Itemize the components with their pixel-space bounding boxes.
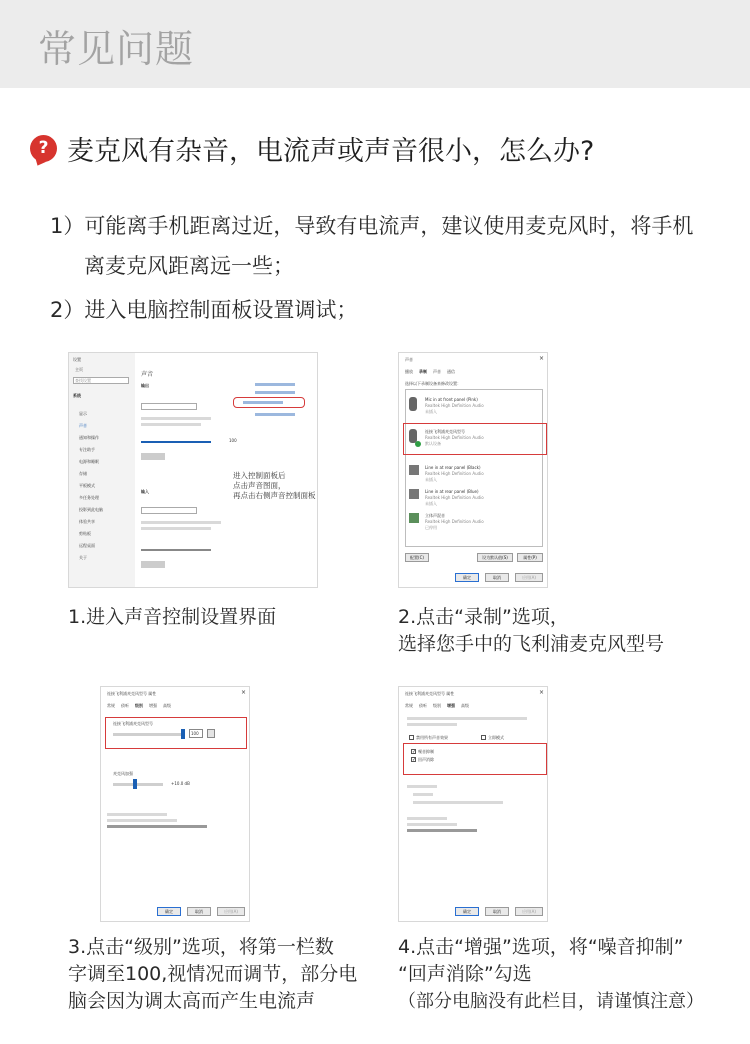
text-placeholder: [413, 793, 433, 796]
sidebar-item-home: 主页: [75, 367, 83, 372]
tab-listen: 侦听: [121, 703, 129, 708]
boost-slider: [113, 783, 163, 786]
device-sub: Realtek High Definition Audio: [425, 495, 484, 500]
microphone-icon: [409, 397, 417, 411]
tab-levels: 级别: [135, 703, 143, 708]
note-line-2: 点击声音图面，: [233, 481, 286, 490]
set-default-button: 设为默认值(S): [477, 553, 513, 562]
noise-suppression-label: 噪音抑制: [418, 749, 434, 754]
text-placeholder: [107, 813, 167, 816]
immediate-mode-label: 立即模式: [488, 735, 504, 740]
tab-recording: 录制: [419, 369, 427, 374]
boost-value: +10.0 dB: [171, 781, 190, 786]
stereo-mix-icon: [409, 513, 419, 523]
device-state: 未插入: [425, 409, 437, 414]
device-state: 默认设备: [425, 441, 441, 446]
text-placeholder: [413, 801, 503, 804]
device-name: Line in at rear panel (Black): [425, 465, 481, 470]
text-placeholder: [407, 829, 477, 832]
mic-level-slider: [113, 733, 185, 736]
sidebar-item: 体验共享: [79, 519, 95, 524]
echo-cancellation-label: 回声消除: [418, 757, 434, 762]
sound-control-panel-link: [243, 401, 283, 404]
screenshot-recording-tab: [398, 352, 548, 588]
text-placeholder: [107, 825, 207, 828]
caption-2-line-1: 2.点击“录制”选项，: [398, 606, 569, 628]
step-2-line: 2）进入电脑控制面板设置调试；: [50, 298, 358, 322]
cancel-button: 取消: [485, 907, 509, 916]
slider-thumb: [133, 779, 137, 789]
apply-button: 应用(A): [515, 573, 543, 582]
sidebar-item: 存储: [79, 471, 87, 476]
device-name: 连接飞利浦麦克风型号: [425, 429, 465, 434]
mic-level-label: 连接飞利浦麦克风型号: [113, 721, 153, 726]
default-check-icon: [415, 441, 421, 447]
caption-2-line-2: 选择您手中的飞利浦麦克风型号: [398, 633, 665, 655]
tab-advanced: 高级: [461, 703, 469, 708]
sidebar-item: 远程桌面: [79, 543, 95, 548]
disable-effects-checkbox: [409, 735, 414, 740]
ok-button: 确定: [455, 573, 479, 582]
sidebar-item: 关于: [79, 555, 87, 560]
input-troubleshoot-button: [141, 561, 165, 568]
device-name: 立体声混音: [425, 513, 445, 518]
close-icon: ×: [539, 355, 545, 362]
page-title: 常见问题: [38, 27, 195, 71]
device-state: 已停用: [425, 525, 437, 530]
text-placeholder: [141, 521, 221, 524]
volume-slider: [141, 441, 211, 443]
page-header: [0, 0, 750, 88]
related-link: [255, 413, 295, 416]
input-device-select: [141, 507, 197, 514]
tab-general: 常规: [405, 703, 413, 708]
related-link: [255, 391, 295, 394]
text-placeholder: [107, 819, 177, 822]
note-line-3: 再点击右侧声音控制面板: [233, 491, 316, 500]
configure-button: 配置(C): [405, 553, 429, 562]
caption-3-line-2: 字调至100,视情况而调节，部分电: [68, 963, 358, 985]
device-name: Line in at rear panel (Blue): [425, 489, 479, 494]
tab-listen: 侦听: [419, 703, 427, 708]
slider-thumb: [181, 729, 185, 739]
device-sub: Realtek High Definition Audio: [425, 403, 484, 408]
faq-question: [30, 128, 594, 168]
text-placeholder: [407, 785, 437, 788]
window-title: 设置: [73, 357, 81, 362]
sidebar-item: 多任务处理: [79, 495, 99, 500]
question-text: 麦克风有杂音，电流声或声音很小，怎么办?: [67, 135, 595, 167]
line-in-icon: [409, 489, 419, 499]
apply-button: 应用(A): [515, 907, 543, 916]
step-1-line-1: 1）可能离手机距离过近，导致有电流声，建议使用麦克风时，将手机: [50, 214, 694, 238]
sidebar-item-sound: 声音: [79, 423, 87, 428]
sidebar-item: 投影到此电脑: [79, 507, 103, 512]
cancel-button: 取消: [485, 573, 509, 582]
mic-level-value: 100: [191, 731, 199, 736]
window-title: 连接飞利浦麦克风型号 属性: [405, 691, 455, 696]
sidebar-item: 电源和睡眠: [79, 459, 99, 464]
tab-advanced: 高级: [163, 703, 171, 708]
screenshot-sound-settings: [68, 352, 318, 588]
tab-playback: 播放: [405, 369, 413, 374]
apply-button: 应用(A): [217, 907, 245, 916]
immediate-mode-checkbox: [481, 735, 486, 740]
tab-communications: 通信: [447, 369, 455, 374]
search-placeholder: 查找设置: [75, 378, 91, 383]
device-name: Mic in at front panel (Pink): [425, 397, 478, 402]
cancel-button: 取消: [187, 907, 211, 916]
caption-3-line-1: 3.点击“级别”选项，将第一栏数: [68, 936, 334, 958]
sidebar-item: 显示: [79, 411, 87, 416]
sidebar-item: 剪贴板: [79, 531, 91, 536]
ok-button: 确定: [455, 907, 479, 916]
device-state: 未插入: [425, 501, 437, 506]
window-title: 声音: [405, 357, 413, 362]
text-placeholder: [141, 417, 211, 420]
input-heading: 输入: [141, 489, 149, 494]
tab-general: 常规: [107, 703, 115, 708]
text-placeholder: [407, 823, 457, 826]
sidebar-section-system: 系统: [73, 393, 81, 398]
caption-4-line-2: “回声消除”勾选: [398, 963, 532, 985]
close-icon: ×: [539, 689, 545, 696]
line-in-icon: [409, 465, 419, 475]
text-placeholder: [407, 817, 447, 820]
noise-suppression-checkbox: ✓: [412, 749, 417, 755]
troubleshoot-button: [141, 453, 165, 460]
mic-level-meter: [141, 549, 211, 551]
window-title: 连接飞利浦麦克风型号 属性: [107, 691, 157, 696]
ok-button: 确定: [157, 907, 181, 916]
sidebar-item: 平板模式: [79, 483, 95, 488]
boost-label: 麦克风加强: [113, 771, 133, 776]
question-bubble-icon: ?: [30, 135, 57, 162]
note-line-1: 进入控制面板后: [233, 471, 286, 480]
speaker-icon: [207, 729, 215, 738]
tab-enhancements: 增强: [149, 703, 157, 708]
screenshot-enhancements-tab: [398, 686, 548, 922]
output-device-select: [141, 403, 197, 410]
sidebar-item: 通知和操作: [79, 435, 99, 440]
device-sub: Realtek High Definition Audio: [425, 435, 484, 440]
related-link: [255, 383, 295, 386]
properties-button: 属性(P): [517, 553, 543, 562]
device-sub: Realtek High Definition Audio: [425, 519, 484, 524]
tab-levels: 级别: [433, 703, 441, 708]
volume-value: 100: [229, 438, 237, 443]
screenshot-levels-tab: [100, 686, 250, 922]
text-placeholder: [407, 723, 457, 726]
device-state: 未插入: [425, 477, 437, 482]
text-placeholder: [141, 423, 201, 426]
tab-enhancements: 增强: [447, 703, 455, 708]
device-sub: Realtek High Definition Audio: [425, 471, 484, 476]
echo-cancellation-checkbox: ✓: [412, 757, 417, 763]
close-icon: ×: [241, 689, 247, 696]
caption-3-line-3: 脑会因为调太高而产生电流声: [68, 990, 316, 1012]
disable-effects-label: 禁用所有声音效果: [416, 735, 448, 740]
output-heading: 输出: [141, 383, 149, 388]
caption-1: 1.进入声音控制设置界面: [68, 606, 277, 628]
sidebar-item: 专注助手: [79, 447, 95, 452]
caption-4-line-1: 4.点击“增强”选项，将“噪音抑制”: [398, 936, 684, 958]
sound-heading: 声音: [141, 371, 154, 378]
caption-4-line-3: （部分电脑没有此栏目，请谨慎注意）: [398, 991, 704, 1012]
tab-sounds: 声音: [433, 369, 441, 374]
recording-hint: 选择以下录制设备来修改设置：: [405, 381, 461, 386]
step-1-line-2: 离麦克风距离远一些；: [84, 254, 294, 278]
text-placeholder: [141, 527, 211, 530]
text-placeholder: [407, 717, 527, 720]
